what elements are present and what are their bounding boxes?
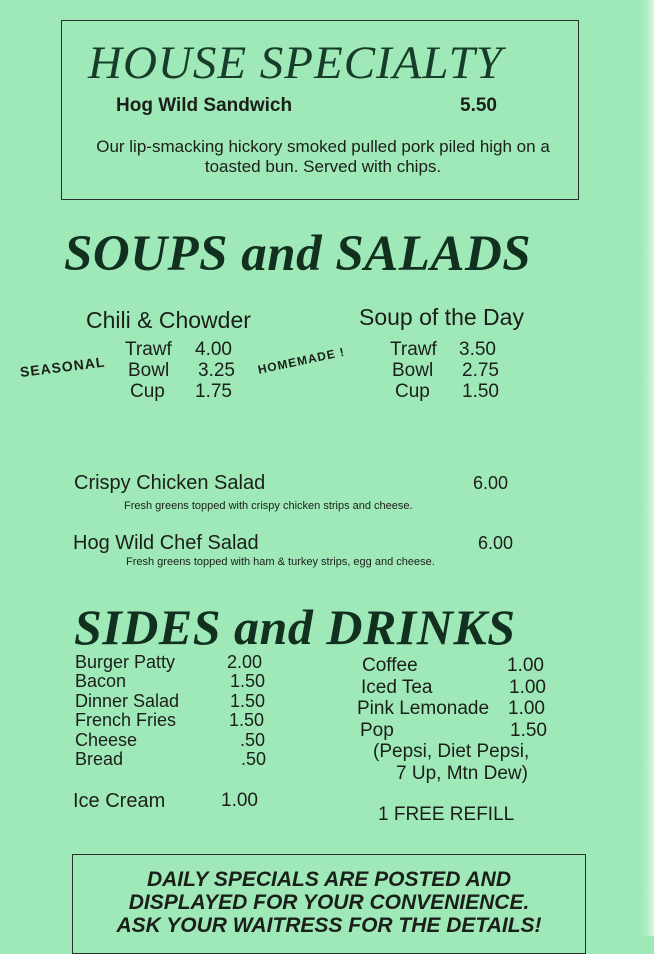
chili-price: 4.00 <box>195 339 232 360</box>
chili-size: Cup <box>130 381 165 402</box>
page-edge <box>640 0 654 936</box>
house-item-name: Hog Wild Sandwich <box>116 95 293 116</box>
drink-price: 1.00 <box>508 698 545 719</box>
soup-price: 1.50 <box>462 381 499 402</box>
ice-cream-price: 1.00 <box>221 790 258 811</box>
salad-description: Fresh greens topped with ham & turkey strips, egg and cheese. <box>126 556 435 568</box>
chili-price: 3.25 <box>198 360 235 381</box>
drink-name: Coffee <box>362 655 418 676</box>
drink-name: Iced Tea <box>361 677 433 698</box>
soup-size: Bowl <box>392 360 434 381</box>
daily-specials-line: ASK YOUR WAITRESS FOR THE DETAILS! <box>116 914 542 937</box>
daily-specials-notice <box>72 868 586 937</box>
ice-cream-name: Ice Cream <box>73 790 166 812</box>
side-price: 1.50 <box>230 671 266 691</box>
soup-size: Trawf <box>390 339 437 360</box>
soup-of-day-heading: Soup of the Day <box>359 304 524 330</box>
soup-size: Cup <box>395 381 430 402</box>
side-name: Cheese <box>75 730 138 750</box>
salad-description: Fresh greens topped with crispy chicken strips and cheese. <box>124 500 413 512</box>
salad-name: Hog Wild Chef Salad <box>73 532 259 554</box>
drink-name: Pink Lemonade <box>357 698 490 719</box>
soup-price: 2.75 <box>462 360 499 381</box>
chili-chowder-heading: Chili & Chowder <box>86 307 251 333</box>
side-name: French Fries <box>75 710 177 730</box>
drink-price: 1.50 <box>510 720 547 741</box>
side-price: 2.00 <box>227 652 263 672</box>
pop-varieties-note: 7 Up, Mtn Dew) <box>396 763 528 784</box>
side-price: .50 <box>240 730 266 750</box>
soup-price: 3.50 <box>459 339 496 360</box>
daily-specials-line: DISPLAYED FOR YOUR CONVENIENCE. <box>128 891 530 914</box>
daily-specials-line: DAILY SPECIALS ARE POSTED AND <box>146 868 512 891</box>
chili-size: Trawf <box>125 339 172 360</box>
salad-price: 6.00 <box>478 533 514 553</box>
seasonal-tag: SEASONAL <box>19 353 107 380</box>
chili-size: Bowl <box>128 360 170 381</box>
side-name: Bread <box>75 749 124 769</box>
house-item-price: 5.50 <box>460 95 497 116</box>
homemade-tag: HOMEMADE ! <box>256 344 347 377</box>
sides-drinks-title: SIDES and DRINKS <box>74 599 516 655</box>
pop-varieties-note: (Pepsi, Diet Pepsi, <box>373 741 530 762</box>
drink-price: 1.00 <box>507 655 544 676</box>
drink-name: Pop <box>360 720 394 741</box>
side-price: .50 <box>241 749 267 769</box>
side-price: 1.50 <box>230 691 266 711</box>
house-item-description: Our lip-smacking hickory smoked pulled pork piled high on a toasted bun. Served with chips. <box>96 137 550 176</box>
drink-price: 1.00 <box>509 677 546 698</box>
side-name: Bacon <box>75 671 127 691</box>
salad-name: Crispy Chicken Salad <box>74 472 266 494</box>
salad-price: 6.00 <box>473 473 509 493</box>
free-refill-note: 1 FREE REFILL <box>378 804 515 825</box>
side-name: Dinner Salad <box>75 691 180 711</box>
side-price: 1.50 <box>229 710 265 730</box>
chili-price: 1.75 <box>195 381 232 402</box>
house-specialty-title: HOUSE SPECIALTY <box>88 37 503 89</box>
soups-salads-title: SOUPS and SALADS <box>64 226 532 282</box>
side-name: Burger Patty <box>75 652 176 672</box>
